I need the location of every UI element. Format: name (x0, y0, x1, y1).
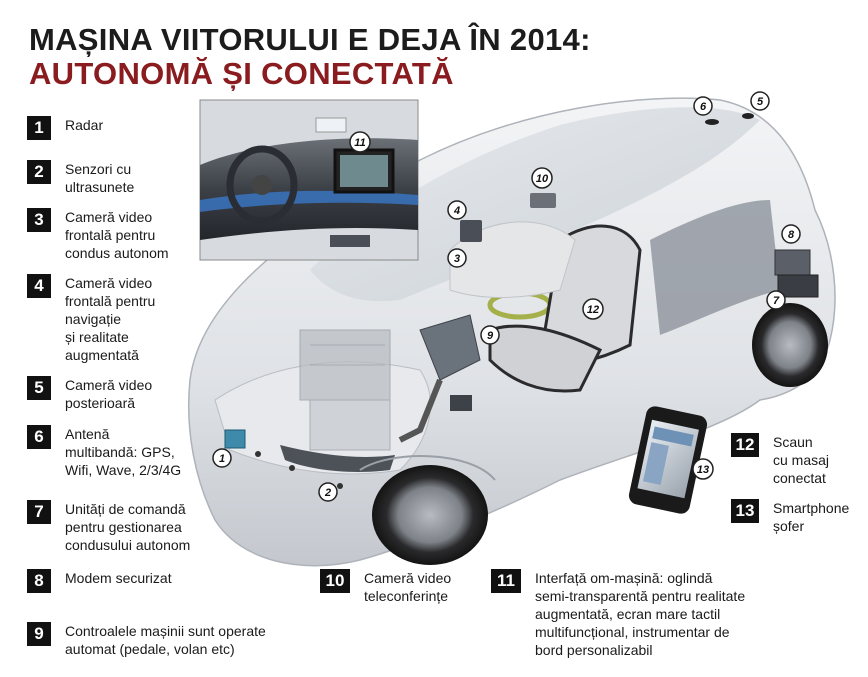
legend-number: 6 (27, 425, 51, 449)
legend-item-4 (27, 274, 155, 364)
callout-label: 3 (453, 253, 461, 265)
legend-text: Unități de comandă pentru gestionarea condusului autonom (65, 501, 191, 553)
callout-label: 1 (218, 453, 226, 465)
callout-label: 2 (324, 487, 332, 499)
conference-camera (530, 193, 556, 208)
rear-camera (742, 113, 754, 119)
legend-number: 11 (491, 569, 521, 593)
callout-label: 9 (486, 330, 494, 342)
legend-number: 13 (731, 499, 759, 523)
callout-label: 7 (772, 295, 780, 307)
legend-text: Cameră video frontală pentru navigație și realitate augmentată (65, 275, 156, 363)
ecu-box (778, 275, 818, 297)
legend-item-12 (731, 433, 829, 487)
legend-text: Antenă multibandă: GPS, Wifi, Wave, 2/3/4G (65, 426, 182, 478)
callout-8 (782, 225, 800, 243)
callout-6 (694, 97, 712, 115)
legend-text: Cameră video teleconferințe (364, 570, 452, 604)
callout-label: 13 (696, 464, 710, 476)
legend-text: Modem securizat (65, 570, 172, 586)
legend-item-3 (27, 208, 169, 262)
legend-item-8 (27, 569, 172, 593)
callout-label: 4 (453, 205, 461, 217)
ultrasonic-sensor (337, 483, 343, 489)
legend-text: Scaun cu masaj conectat (773, 434, 830, 486)
callout-label: 10 (535, 173, 549, 185)
callout-5 (751, 92, 769, 110)
callout-1 (213, 449, 231, 467)
legend-item-9 (27, 622, 266, 658)
engine-block (300, 330, 390, 450)
title-line-2: AUTONOMĂ ȘI CONECTATĂ (29, 56, 454, 91)
legend-number: 8 (27, 569, 51, 593)
cockpit-inset (200, 100, 418, 260)
callout-label: 8 (787, 229, 795, 241)
legend-item-2 (27, 160, 134, 196)
antenna (705, 119, 719, 125)
legend-text: Cameră video posterioară (65, 377, 153, 411)
legend-text: Cameră video frontală pentru condus autonom (65, 209, 169, 261)
callout-label: 5 (756, 96, 764, 108)
callout-label: 6 (699, 101, 707, 113)
legend-number: 1 (27, 116, 51, 140)
legend-item-6 (27, 425, 181, 479)
legend-text: Smartphone șofer (773, 500, 850, 534)
ultrasonic-sensor (289, 465, 295, 471)
legend-text: Radar (65, 117, 104, 133)
legend-item-5 (27, 376, 152, 412)
legend-number: 7 (27, 500, 51, 524)
legend-number: 2 (27, 160, 51, 184)
legend-item-1 (27, 116, 103, 140)
front-wheel (372, 465, 488, 565)
legend-number: 10 (320, 569, 350, 593)
callout-3 (448, 249, 466, 267)
legend-item-11 (491, 569, 745, 659)
legend-item-7 (27, 500, 190, 554)
legend-text: Controalele mașinii sunt operate automat (pedale, volan etc) (65, 623, 266, 657)
modem-box (775, 250, 810, 275)
callout-9 (481, 326, 499, 344)
legend-number: 3 (27, 208, 51, 232)
callout-7 (767, 291, 785, 309)
legend-number: 12 (731, 433, 759, 457)
legend-number: 9 (27, 622, 51, 646)
legend-number: 5 (27, 376, 51, 400)
legend-text: Senzori cu ultrasunete (65, 161, 135, 195)
callout-11 (350, 132, 370, 152)
callout-12 (583, 299, 603, 319)
legend-item-10 (320, 569, 451, 605)
legend-number: 4 (27, 274, 51, 298)
legend-text: Interfață om-mașină: oglindă semi-transparentă pentru realitate augmentată, ecran mare tactil multifuncțional, instrumentar de bord personalizabil (535, 570, 746, 658)
callout-2 (319, 483, 337, 501)
ultrasonic-sensor (255, 451, 261, 457)
legend-item-13 (731, 499, 849, 535)
callout-4 (448, 201, 466, 219)
radar-unit (225, 430, 245, 448)
title-line-1: MAȘINA VIITORULUI E DEJA ÎN 2014: (29, 22, 591, 57)
callout-13 (693, 459, 713, 479)
callout-label: 12 (586, 304, 600, 316)
callout-label: 11 (354, 137, 366, 149)
callout-10 (532, 168, 552, 188)
front-camera (460, 220, 482, 242)
rear-wheel (752, 303, 828, 387)
